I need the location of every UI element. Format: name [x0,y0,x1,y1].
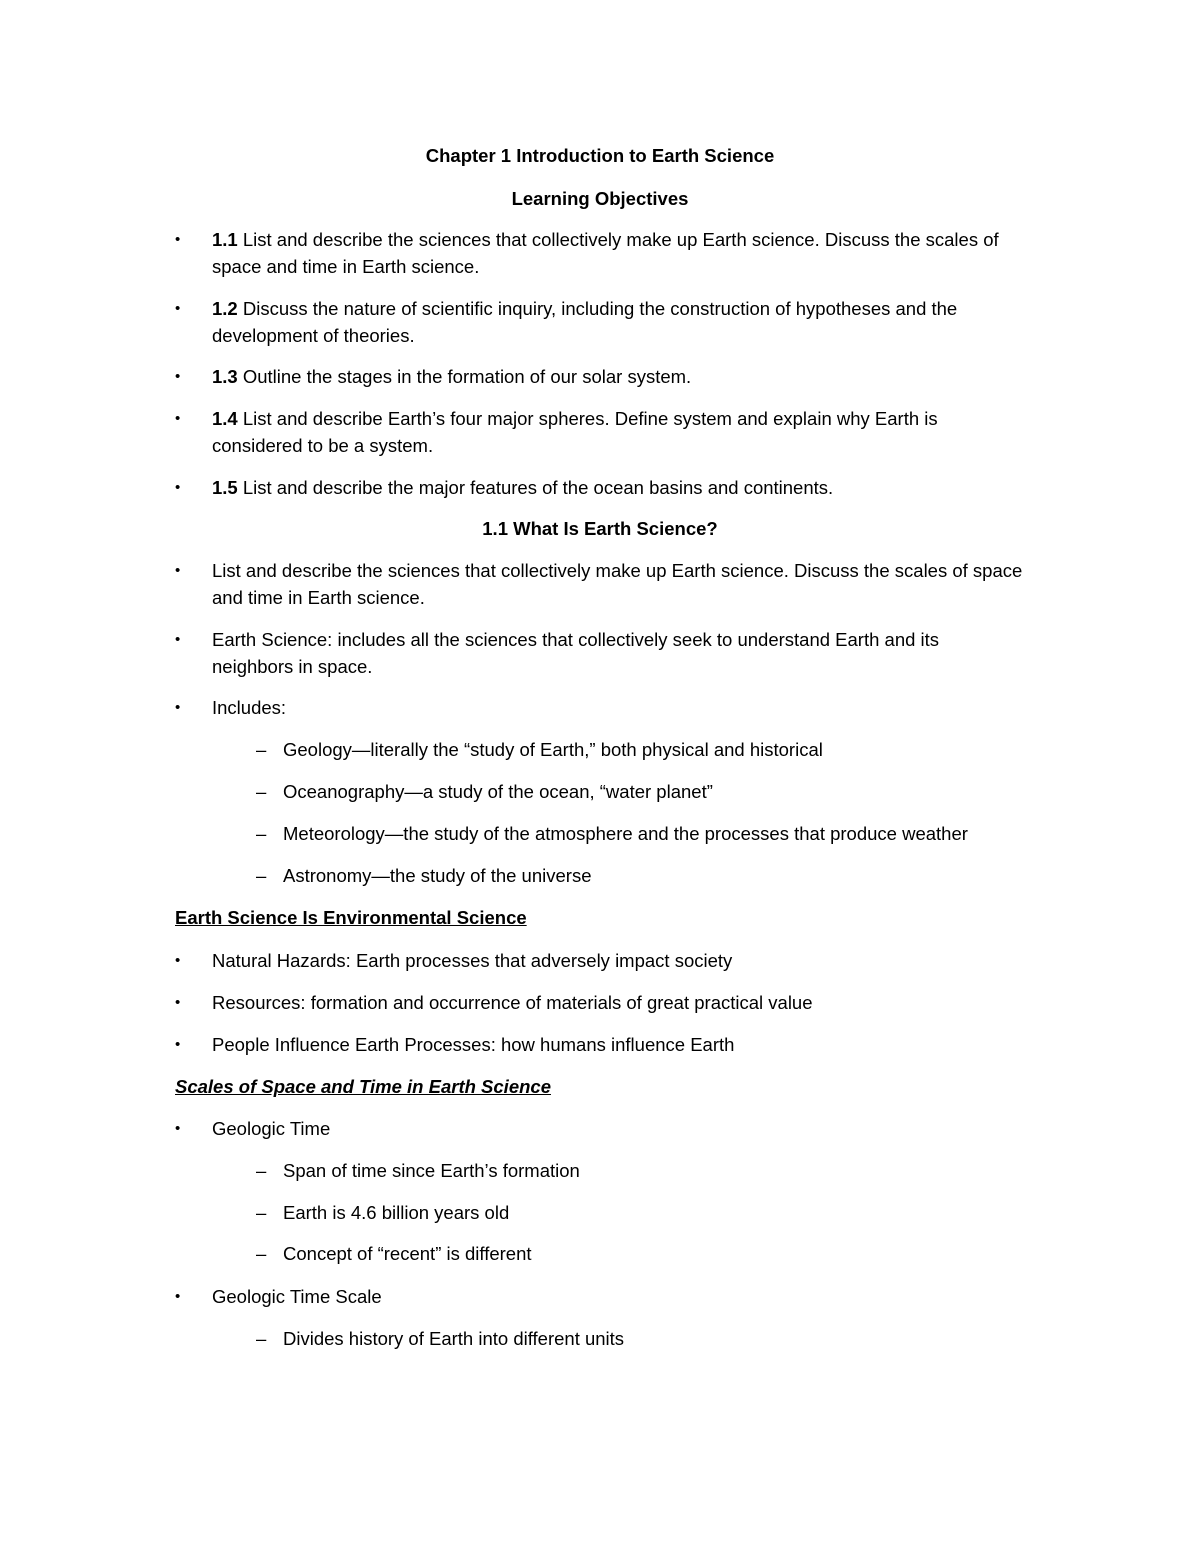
includes-item: Oceanography—a study of the ocean, “water planet” [283,781,713,802]
environmental-item: People Influence Earth Processes: how humans influence Earth [212,1034,735,1055]
section-1-1-heading: 1.1 What Is Earth Science? [482,518,718,539]
dash-icon: – [256,823,267,844]
bullet-icon: • [175,562,181,579]
objective-1-2-cont: development of theories. [212,325,415,346]
dash-icon: – [256,1243,267,1264]
bullet-icon: • [175,1120,181,1137]
bullet-icon: • [175,231,181,248]
bullet-icon: • [175,300,181,317]
dash-icon: – [256,1328,267,1349]
objective-1-1: 1.1 List and describe the sciences that collectively make up Earth science. Discuss the scales of [212,229,999,250]
objective-1-2: 1.2 Discuss the nature of scientific inquiry, including the construction of hypotheses and the [212,298,958,319]
bullet-icon: • [175,1036,181,1053]
section-1-1-bullet-cont: neighbors in space. [212,656,373,677]
dash-icon: – [256,865,267,886]
bullet-icon: • [175,479,181,496]
section-1-1-bullet: Includes: [212,697,287,718]
geologic-time-scale-item: Divides history of Earth into different units [283,1328,625,1349]
includes-item: Geology—literally the “study of Earth,” both physical and historical [283,739,823,760]
geologic-time-item: Earth is 4.6 billion years old [283,1202,510,1223]
environmental-heading: Earth Science Is Environmental Science [175,907,527,928]
objective-1-3: 1.3 Outline the stages in the formation of our solar system. [212,366,692,387]
geologic-time-item: Concept of “recent” is different [283,1243,532,1264]
environmental-item: Natural Hazards: Earth processes that adversely impact society [212,950,733,971]
objective-1-4-cont: considered to be a system. [212,435,434,456]
page-title: Chapter 1 Introduction to Earth Science [425,145,775,166]
section-1-1-bullet-cont: and time in Earth science. [212,587,425,608]
bullet-icon: • [175,699,181,716]
includes-item: Meteorology—the study of the atmosphere and the processes that produce weather [283,823,968,844]
dash-icon: – [256,1160,267,1181]
dash-icon: – [256,781,267,802]
bullet-icon: • [175,952,181,969]
bullet-icon: • [175,994,181,1011]
dash-icon: – [256,1202,267,1223]
geologic-time-item: Span of time since Earth’s formation [283,1160,580,1181]
section-1-1-bullet: Earth Science: includes all the sciences that collectively seek to understand Earth and its [212,629,940,650]
environmental-item: Resources: formation and occurrence of materials of great practical value [212,992,813,1013]
objective-1-1-cont: space and time in Earth science. [212,256,480,277]
section-1-1-bullet: List and describe the sciences that collectively make up Earth science. Discuss the scales of space [212,560,1023,581]
objectives-heading: Learning Objectives [511,188,689,209]
bullet-icon: • [175,368,181,385]
scales-heading: Scales of Space and Time in Earth Science [175,1076,551,1097]
dash-icon: – [256,739,267,760]
objective-1-5: 1.5 List and describe the major features of the ocean basins and continents. [212,477,834,498]
includes-item: Astronomy—the study of the universe [283,865,592,886]
objective-1-4: 1.4 List and describe Earth’s four major spheres. Define system and explain why Earth is [212,408,938,429]
bullet-icon: • [175,1288,181,1305]
geologic-time: Geologic Time [212,1118,331,1139]
geologic-time-scale: Geologic Time Scale [212,1286,382,1307]
bullet-icon: • [175,410,181,427]
bullet-icon: • [175,631,181,648]
